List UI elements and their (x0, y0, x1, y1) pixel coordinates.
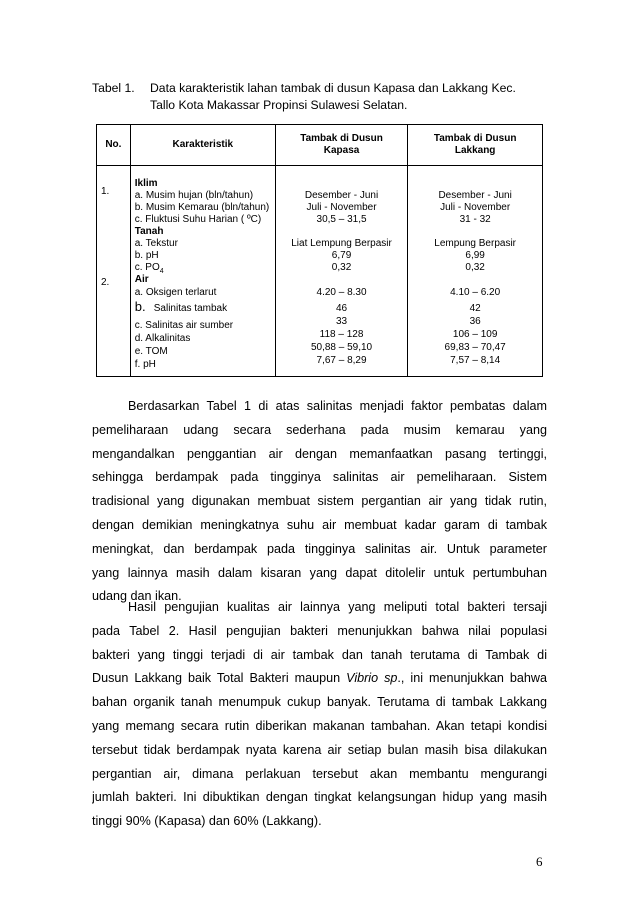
kapasa-alkalinitas: 118 – 128 (319, 329, 364, 340)
kapasa-po4: 0,32 (331, 262, 352, 273)
paragraph-2-line: bakteri yang tinggi terjadi di air tambak dan tanah terutama di Tambak di (92, 647, 547, 662)
species-name: Vibrio sp (346, 671, 398, 686)
section-tanah: Tanah (134, 226, 164, 237)
kapasa-musim-hujan: Desember - Juni (304, 190, 379, 201)
paragraph-2-line: tinggi 90% (Kapasa) dan 60% (Lakkang). (92, 814, 322, 829)
paragraph-2-line: yang memang secara rutin diberikan makanan tambahan. Akan tetapi kondisi (92, 718, 547, 733)
karakteristik-column (130, 166, 275, 377)
row-number-2: 2. (101, 277, 110, 288)
paragraph-2-line: Dusun Lakkang baik Total Bakteri maupun Vibrio sp., ini menunjukkan bahwa (92, 671, 547, 686)
lakkang-tekstur: Lempung Berpasir (434, 238, 516, 249)
characteristics-table (96, 124, 543, 377)
paragraph-1-line: meningkat, dan berdampak pada tingginya salinitas air. Untuk parameter (92, 541, 547, 556)
paragraph-2-line: jumlah bakteri. Ini dibuktikan dengan tingkat kelangsungan hidup yang masih (92, 790, 547, 805)
lakkang-salinitas-sumber: 36 (469, 316, 481, 327)
table-row (97, 166, 543, 377)
paragraph-1-line: Berdasarkan Tabel 1 di atas salinitas menjadi faktor pembatas dalam (128, 399, 547, 413)
kapasa-column (275, 166, 407, 377)
header-lakkang: Tambak di Dusun Lakkang (408, 125, 543, 166)
item-musim-kemarau: b. Musim Kemarau (bln/tahun) (134, 202, 270, 213)
caption-line-2: Tallo Kota Makassar Propinsi Sulawesi Selatan. (150, 98, 408, 112)
header-karakteristik: Karakteristik (130, 125, 275, 166)
item-tekstur: a. Tekstur (134, 238, 178, 249)
item-tom: e. TOM (134, 346, 168, 357)
paragraph-2-line: pada Tabel 2. Hasil pengujian bakteri menunjukkan bahwa nilai populasi (92, 623, 547, 638)
kapasa-tom: 50,88 – 59,10 (310, 342, 373, 353)
lakkang-alkalinitas: 106 – 109 (452, 329, 498, 340)
paragraph-1-line: mengandalkan penggantian air dengan memanfaatkan pasang tertinggi, (92, 446, 547, 461)
item-alkalinitas: d. Alkalinitas (134, 333, 191, 344)
paragraph-1 (92, 395, 547, 609)
kapasa-musim-kemarau: Juli - November (306, 202, 377, 213)
lakkang-ph-tanah: 6,99 (465, 250, 485, 261)
kapasa-ph-tanah: 6,79 (331, 250, 352, 261)
kapasa-ph-air: 7,67 – 8,29 (316, 355, 367, 366)
section-iklim: Iklim (134, 178, 158, 189)
lakkang-po4: 0,32 (465, 262, 485, 273)
item-oksigen: a. Oksigen terlarut (134, 287, 217, 298)
paragraph-1-line: dengan demikian meningkatnya suhu air membuat kadar garam di tambak (92, 517, 547, 532)
item-salinitas-sumber: c. Salinitas air sumber (134, 320, 234, 331)
lakkang-musim-kemarau: Juli - November (440, 202, 511, 213)
paragraph-2-line: Hasil pengujian kualitas air lainnya yang meliputi total bakteri tersaji (128, 600, 547, 614)
kapasa-suhu: 30,5 – 31,5 (316, 214, 367, 225)
item-ph-air: f. pH (134, 359, 156, 370)
kapasa-oksigen: 4.20 – 8.30 (316, 287, 367, 298)
paragraph-1-line: tradisional yang digunakan membuat sistem pergantian air yang tidak rutin, (92, 494, 547, 509)
page-number: 6 (536, 854, 543, 869)
paragraph-1-line: sehingga berdampak pada tingginya salinitas air pemeliharaan. Sistem (92, 470, 547, 485)
kapasa-tekstur: Liat Lempung Berpasir (291, 238, 392, 249)
item-salinitas-tambak: Salinitas tambak (153, 303, 228, 314)
item-fluktuasi-suhu: c. Fluktusi Suhu Harian ( ºC) (134, 214, 262, 225)
caption-label: Tabel 1. (92, 81, 135, 95)
item-po4: c. $PO_4$ (134, 262, 164, 275)
number-column (97, 166, 131, 377)
item-salinitas-marker: b. (134, 299, 146, 314)
item-musim-hujan: a. Musim hujan (bln/tahun) (134, 190, 254, 201)
paragraph-2-line: bahan organik tanah menumpuk cukup banyak. Terutama di tambak Lakkang (92, 695, 547, 710)
paragraph-2-line: tersebut tidak berdampak nyata karena air setiap bulan masih bisa dilakukan (92, 742, 547, 757)
table-caption (92, 80, 562, 114)
kapasa-salinitas-sumber: 33 (335, 316, 348, 327)
table-header-row (97, 125, 543, 166)
row-number-1: 1. (101, 186, 110, 197)
item-ph-tanah: b. pH (134, 250, 159, 261)
lakkang-oksigen: 4.10 – 6.20 (450, 287, 501, 298)
paragraph-1-line: yang lainnya masih dalam kisaran yang dapat ditolelir untuk pertumbuhan (92, 565, 547, 580)
header-kapasa: Tambak di Dusun Kapasa (275, 125, 407, 166)
lakkang-salinitas-tambak: 42 (469, 303, 481, 314)
paragraph-1-line: udang dan ikan. (92, 589, 182, 604)
section-air: Air (134, 274, 149, 285)
lakkang-column (408, 166, 543, 377)
header-no: No. (97, 125, 131, 166)
paragraph-2-line: pergantian air, dimana perlakuan tersebut akan membantu mengurangi (92, 766, 547, 781)
paragraph-2 (92, 596, 547, 834)
lakkang-ph-air: 7,57 – 8,14 (450, 355, 501, 366)
caption-line-1: Data karakteristik lahan tambak di dusun Kapasa dan Lakkang Kec. (150, 81, 516, 95)
kapasa-salinitas-tambak: 46 (335, 303, 348, 314)
lakkang-suhu: 31 - 32 (459, 214, 491, 225)
lakkang-musim-hujan: Desember - Juni (438, 190, 512, 201)
paragraph-1-line: pemeliharaan udang secara sederhana pada musim kemarau yang (92, 422, 547, 437)
lakkang-tom: 69,83 – 70,47 (444, 342, 506, 353)
